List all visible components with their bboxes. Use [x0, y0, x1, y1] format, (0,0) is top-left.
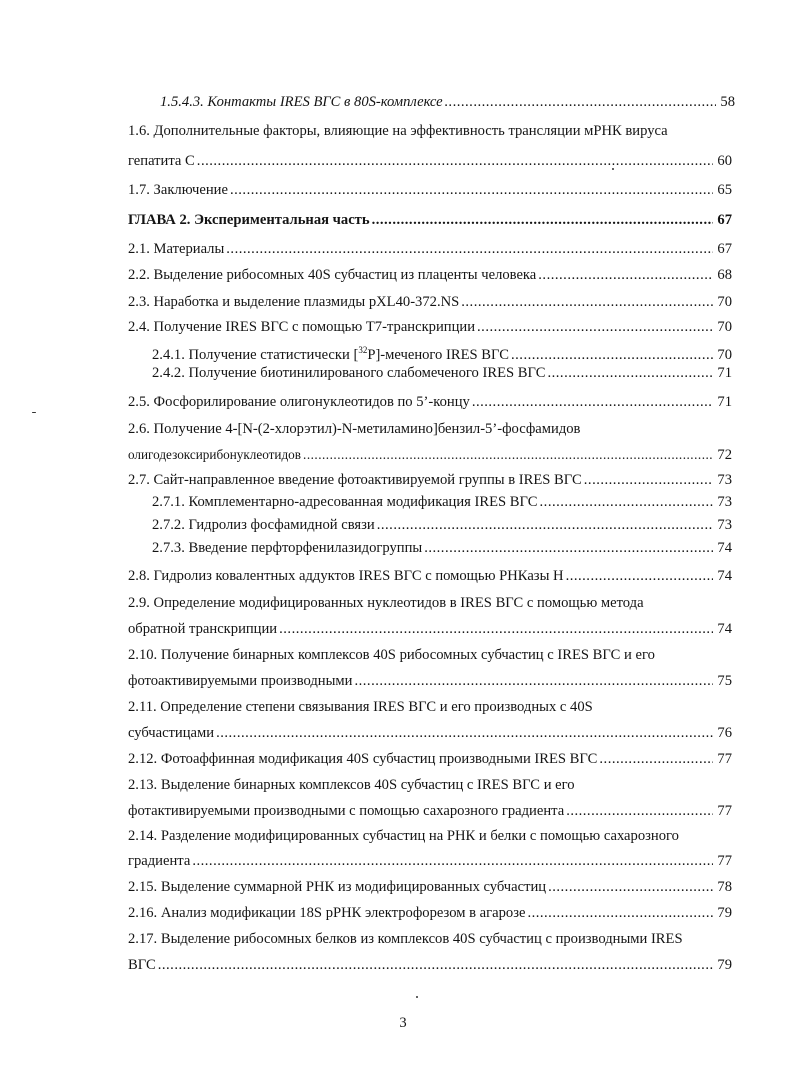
toc-entry-2-8: 2.8. Гидролиз ковалентных аддуктов IRES ВГС с помощью РНКазы Н ..... 74 — [128, 567, 732, 585]
toc-entry-1-7: 1.7. Заключение ..... 65 — [128, 181, 732, 199]
toc-entry-2-11-line1: 2.11. Определение степени связывания IRES ВГС и его производных с 40S — [128, 699, 593, 715]
toc-entry-2-7-1: 2.7.1. Комплементарно-адресованная модификация IRES ВГС ..... 73 — [152, 493, 732, 511]
toc-entry-1-6-line1: 1.6. Дополнительные факторы, влияющие на эффективность трансляции мРНК вируса — [128, 123, 668, 139]
toc-entry-2-2: 2.2. Выделение рибосомных 40S субчастиц из плаценты человека ..... 68 — [128, 266, 732, 284]
toc-entry-2-14-line1: 2.14. Разделение модифицированных субчастиц на РНК и белки с помощью сахарозного — [128, 828, 679, 844]
toc-entry-2-16: 2.16. Анализ модификации 18S рРНК электрофорезом в агарозе ..... 79 — [128, 904, 732, 922]
toc-entry-2-7-2: 2.7.2. Гидролиз фосфамидной связи ..... 73 — [152, 516, 732, 534]
toc-entry-2-3: 2.3. Наработка и выделение плазмиды pXL40-372.NS ..... 70 — [128, 293, 732, 311]
toc-entry-2-11: субчастицами ..... 76 — [128, 724, 732, 742]
toc-entry-2-17: ВГС ..... 79 — [128, 956, 732, 974]
toc-entry-2-13-line1: 2.13. Выделение бинарных комплексов 40S субчастиц с IRES ВГС и его — [128, 777, 575, 793]
toc-entry-2-7: 2.7. Сайт-направленное введение фотоактивируемой группы в IRES ВГС ..... 73 — [128, 471, 732, 489]
toc-entry-2-13: фотактивируемыми производными с помощью сахарозного градиента ..... 77 — [128, 802, 732, 820]
scan-speck — [612, 168, 614, 170]
scan-speck — [32, 412, 36, 413]
toc-entry-2-9: обратной транскрипции ..... 74 — [128, 620, 732, 638]
toc-entry-2-12: 2.12. Фотоаффинная модификация 40S субчастиц производными IRES ВГС ..... 77 — [128, 750, 732, 768]
toc-entry-2-4: 2.4. Получение IRES ВГС с помощью Т7-транскрипции ..... 70 — [128, 318, 732, 336]
toc-entry-2-6-line1: 2.6. Получение 4-[N-(2-хлорэтил)-N-метиламино]бензил-5’-фосфамидов — [128, 421, 581, 437]
toc-entry-2-17-line1: 2.17. Выделение рибосомных белков из комплексов 40S субчастиц с производными IRES — [128, 931, 683, 947]
toc-entry-2-14: градиента ..... 77 — [128, 852, 732, 870]
scan-speck — [416, 996, 418, 998]
toc-entry-2-9-line1: 2.9. Определение модифицированных нуклеотидов в IRES ВГС с помощью метода — [128, 595, 644, 611]
toc-entry-1-5-4-3: 1.5.4.3. Контакты IRES ВГС в 80S-комплексе ..... 58 — [160, 93, 735, 111]
toc-entry-2-10: фотоактивируемыми производными ..... 75 — [128, 672, 732, 690]
toc-entry-2-7-3: 2.7.3. Введение перфторфенилазидогруппы ..... 74 — [152, 539, 732, 557]
toc-entry-2-5: 2.5. Фосфорилирование олигонуклеотидов по 5’-концу ..... 71 — [128, 393, 732, 411]
toc-entry-2-15: 2.15. Выделение суммарной РНК из модифицированных субчастиц ..... 78 — [128, 878, 732, 896]
toc-entry-1-6: гепатита С ..... 60 — [128, 152, 732, 170]
toc-entry-2-10-line1: 2.10. Получение бинарных комплексов 40S рибосомных субчастиц с IRES ВГС и его — [128, 647, 655, 663]
toc-chapter-2: ГЛАВА 2. Экспериментальная часть ..... 67 — [128, 211, 732, 229]
toc-entry-2-6: олигодезоксирибонуклеотидов ..... 72 — [128, 446, 732, 464]
toc-entry-2-1: 2.1. Материалы ..... 67 — [128, 240, 732, 258]
toc-entry-2-4-2: 2.4.2. Получение биотинилированого слабомеченого IRES ВГС ..... 71 — [152, 364, 732, 382]
page-number: 3 — [399, 1015, 407, 1031]
toc-entry-2-4-1: 2.4.1. Получение статистически [$^{32}$P]-меченого IRES ВГС ..... 70 — [152, 341, 732, 364]
